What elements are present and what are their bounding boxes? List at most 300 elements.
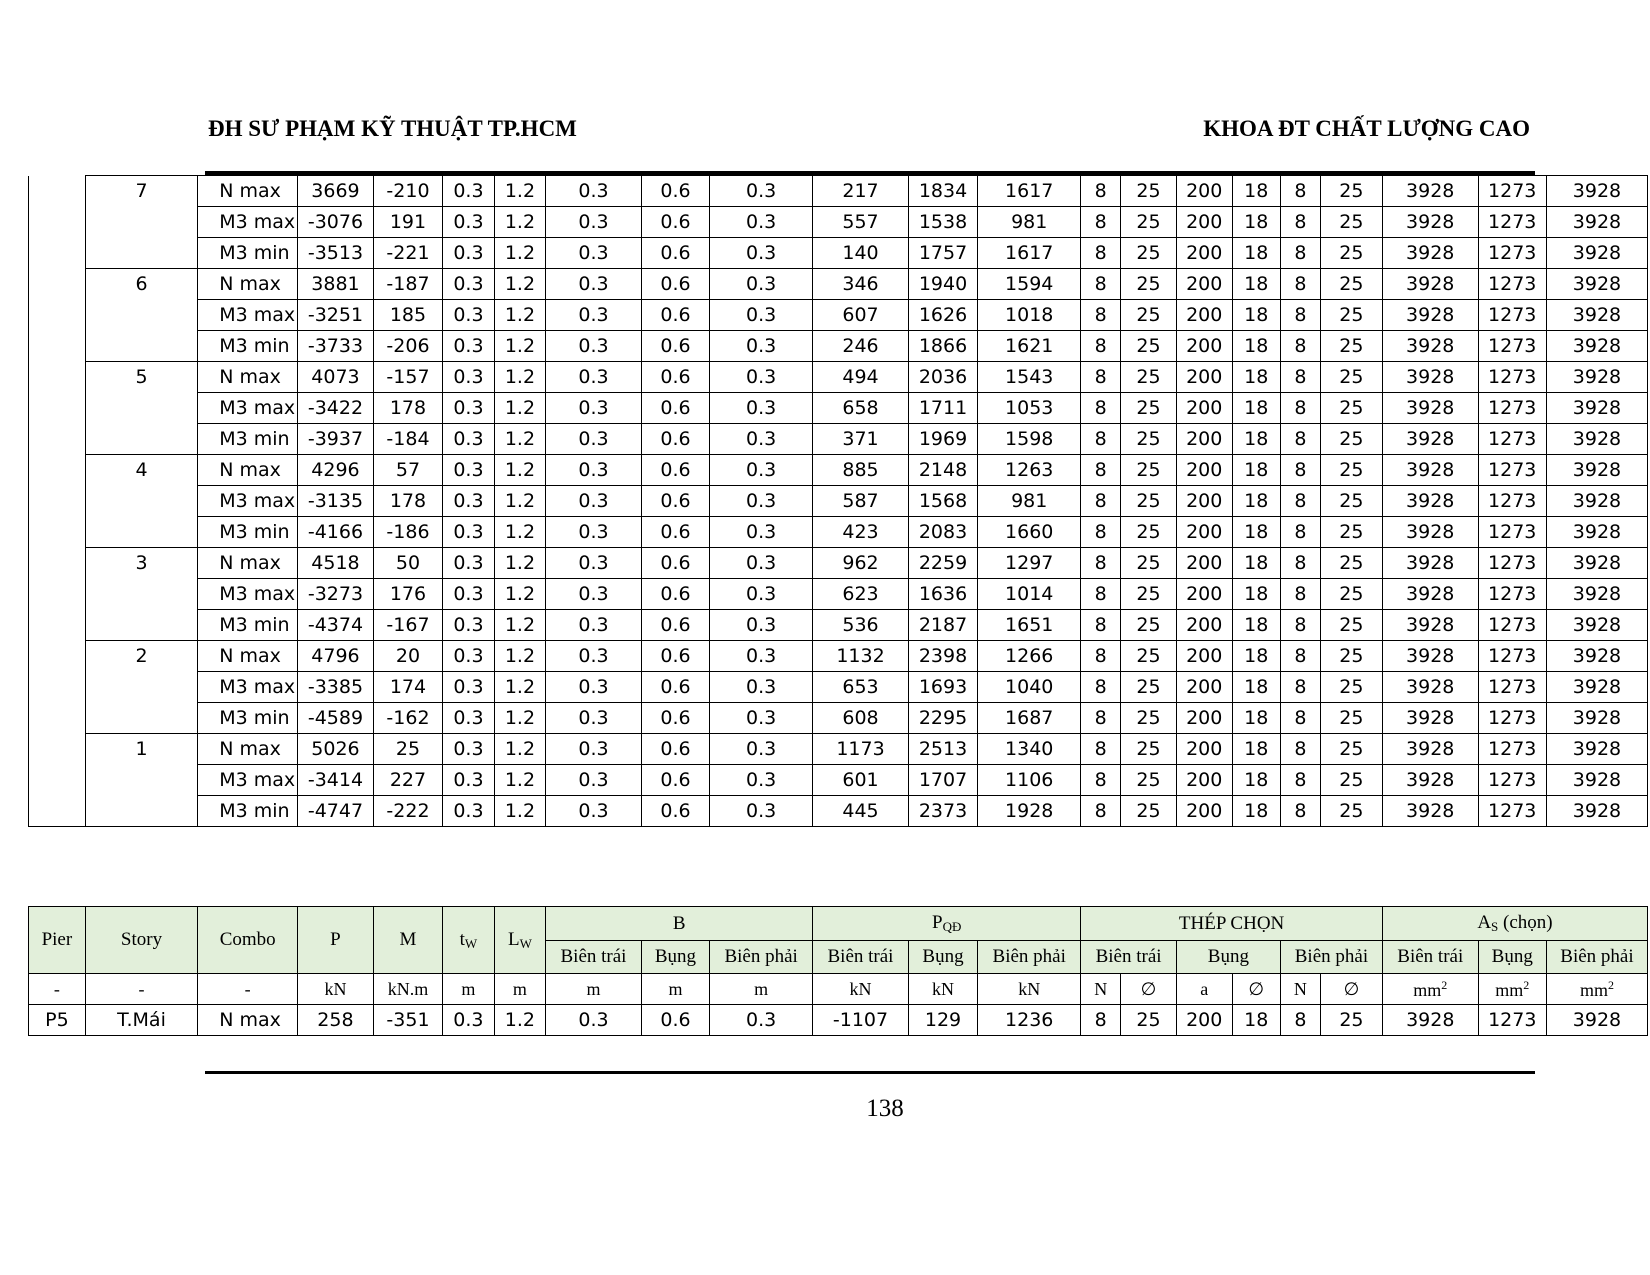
- table-cell: 25: [1121, 393, 1177, 424]
- table-cell: N max: [198, 641, 298, 672]
- table-cell: -210: [373, 176, 442, 207]
- table-cell: [29, 517, 86, 548]
- table-cell: 0.3: [443, 207, 495, 238]
- table-cell: 371: [813, 424, 909, 455]
- table-cell: 1.2: [494, 765, 546, 796]
- table-cell: 0.3: [710, 393, 813, 424]
- table-cell: 25: [1121, 672, 1177, 703]
- table-cell: 8: [1081, 176, 1121, 207]
- unit-d3: ∅: [1320, 974, 1382, 1005]
- table-cell: 0.6: [641, 300, 709, 331]
- table-cell: 557: [813, 207, 909, 238]
- table-cell: 0.3: [710, 796, 813, 827]
- table-cell: 25: [1121, 1005, 1177, 1036]
- table-cell: 25: [1121, 641, 1177, 672]
- table-cell: 0.6: [641, 579, 709, 610]
- header-story: Story: [85, 907, 197, 974]
- table-cell: 0.3: [443, 548, 495, 579]
- table-cell: 1.2: [494, 672, 546, 703]
- table-cell: 0.6: [641, 548, 709, 579]
- table-cell: 3928: [1382, 672, 1478, 703]
- table-cell: M3 max: [198, 207, 298, 238]
- table-cell: 2187: [908, 610, 977, 641]
- table-cell: 5026: [298, 734, 374, 765]
- table-cell: 8: [1280, 548, 1320, 579]
- table-cell: 0.6: [641, 641, 709, 672]
- table-cell: 2148: [908, 455, 977, 486]
- table-cell: 1040: [978, 672, 1081, 703]
- table-cell: 1273: [1478, 517, 1546, 548]
- table-cell: 1273: [1478, 269, 1546, 300]
- table-cell: 18: [1232, 610, 1280, 641]
- table-cell: 0.3: [443, 796, 495, 827]
- header-thep-chon: THÉP CHỌN: [1081, 907, 1383, 941]
- table-cell: 25: [1121, 734, 1177, 765]
- table-cell: 1.2: [494, 238, 546, 269]
- table-cell: 200: [1176, 176, 1232, 207]
- table-cell: [85, 703, 197, 734]
- table-cell: 3928: [1382, 1005, 1478, 1036]
- table-cell: T.Mái: [85, 1005, 197, 1036]
- table-cell: -4747: [298, 796, 374, 827]
- table-cell: 3928: [1546, 703, 1647, 734]
- table-cell: 0.3: [443, 455, 495, 486]
- table-cell: N max: [198, 455, 298, 486]
- table-cell: 0.6: [641, 517, 709, 548]
- table-cell: 1.2: [494, 1005, 546, 1036]
- table-cell: 0.3: [546, 362, 642, 393]
- table-cell: 3928: [1546, 796, 1647, 827]
- table-cell: 445: [813, 796, 909, 827]
- unit-as1: [1382, 974, 1478, 1005]
- table-cell: 0.3: [710, 362, 813, 393]
- table-cell: 981: [978, 207, 1081, 238]
- table-cell: 200: [1176, 1005, 1232, 1036]
- table-cell: 1626: [908, 300, 977, 331]
- table-cell: 0.3: [443, 300, 495, 331]
- table-cell: 1297: [978, 548, 1081, 579]
- table-cell: 3928: [1382, 579, 1478, 610]
- header-b-bien-trai: Biên trái: [546, 941, 642, 974]
- table-cell: 4073: [298, 362, 374, 393]
- table-cell: 0.6: [641, 207, 709, 238]
- table-cell: 0.3: [443, 672, 495, 703]
- table-cell: M3 min: [198, 610, 298, 641]
- table-cell: -351: [373, 1005, 442, 1036]
- table-cell: 25: [1121, 207, 1177, 238]
- table-cell: 200: [1176, 393, 1232, 424]
- table-cell: M3 min: [198, 517, 298, 548]
- table-row: [29, 331, 1648, 362]
- table-cell: 2295: [908, 703, 977, 734]
- table-cell: 0.3: [710, 548, 813, 579]
- table-cell: 8: [1280, 517, 1320, 548]
- table-cell: -3937: [298, 424, 374, 455]
- table-cell: 1273: [1478, 300, 1546, 331]
- table-cell: 346: [813, 269, 909, 300]
- table-cell: M3 min: [198, 796, 298, 827]
- table-cell: N max: [198, 548, 298, 579]
- table-cell: 4296: [298, 455, 374, 486]
- table-cell: 0.3: [546, 300, 642, 331]
- header-tw: [443, 907, 495, 974]
- table-cell: 536: [813, 610, 909, 641]
- table-cell: 8: [1081, 207, 1121, 238]
- table-cell: 0.3: [546, 455, 642, 486]
- table-cell: 18: [1232, 765, 1280, 796]
- table-cell: 8: [1081, 641, 1121, 672]
- table-cell: 3928: [1546, 610, 1647, 641]
- table-cell: 8: [1280, 765, 1320, 796]
- table-cell: 8: [1280, 238, 1320, 269]
- table-cell: 0.6: [641, 424, 709, 455]
- header-thep-bien-phai: Biên phải: [1280, 941, 1382, 974]
- header-as-suffix: (chọn): [1498, 912, 1553, 933]
- table-row: [29, 517, 1648, 548]
- table-cell: [85, 796, 197, 827]
- table-row: [29, 672, 1648, 703]
- table-cell: 3928: [1382, 176, 1478, 207]
- table-cell: 8: [1280, 579, 1320, 610]
- header-as-bung: Bụng: [1478, 941, 1546, 974]
- table-cell: 653: [813, 672, 909, 703]
- footer-rule: [205, 1071, 1535, 1074]
- table-cell: 3928: [1382, 393, 1478, 424]
- table-cell: 0.6: [641, 486, 709, 517]
- table-cell: 0.3: [710, 207, 813, 238]
- table-cell: 8: [1280, 455, 1320, 486]
- table-cell: 1594: [978, 269, 1081, 300]
- table-cell: [29, 610, 86, 641]
- table-cell: 25: [1320, 207, 1382, 238]
- table-cell: 25: [1320, 517, 1382, 548]
- table-cell: 25: [1320, 238, 1382, 269]
- table-cell: [85, 300, 197, 331]
- table-cell: 25: [1320, 176, 1382, 207]
- table-cell: 25: [373, 734, 442, 765]
- table-cell: 3928: [1546, 393, 1647, 424]
- table-cell: 0.3: [710, 672, 813, 703]
- table-cell: 3928: [1382, 548, 1478, 579]
- table-row: [29, 300, 1648, 331]
- table-cell: 608: [813, 703, 909, 734]
- table-cell: [85, 517, 197, 548]
- table-cell: 18: [1232, 517, 1280, 548]
- table-cell: 200: [1176, 610, 1232, 641]
- table-cell: 423: [813, 517, 909, 548]
- table-cell: 200: [1176, 362, 1232, 393]
- table-cell: 3928: [1546, 486, 1647, 517]
- table-row: [29, 1005, 1648, 1036]
- table-cell: 25: [1121, 765, 1177, 796]
- table-cell: 0.3: [546, 579, 642, 610]
- table-cell: 3928: [1382, 796, 1478, 827]
- table-cell: 0.3: [546, 1005, 642, 1036]
- table-cell: N max: [198, 362, 298, 393]
- table-cell: 227: [373, 765, 442, 796]
- table-cell: 200: [1176, 269, 1232, 300]
- table-cell: 0.6: [641, 238, 709, 269]
- table-row: [29, 765, 1648, 796]
- table-cell: [85, 331, 197, 362]
- table-cell: 1106: [978, 765, 1081, 796]
- table-cell: -3251: [298, 300, 374, 331]
- table-row: [29, 796, 1648, 827]
- table-cell: 8: [1081, 300, 1121, 331]
- table-cell: 8: [1280, 486, 1320, 517]
- table-cell: 1.2: [494, 300, 546, 331]
- header-right-title: KHOA ĐT CHẤT LƯỢNG CAO: [1203, 116, 1530, 141]
- table-cell: M3 max: [198, 672, 298, 703]
- table-cell: 0.3: [710, 579, 813, 610]
- table-cell: 494: [813, 362, 909, 393]
- header-pqd-bien-phai: Biên phải: [978, 941, 1081, 974]
- table-cell: 587: [813, 486, 909, 517]
- table-cell: 3928: [1546, 517, 1647, 548]
- table-cell: 8: [1280, 207, 1320, 238]
- table-cell: 8: [1280, 641, 1320, 672]
- table-cell: 0.3: [443, 517, 495, 548]
- units-row: [29, 974, 1648, 1005]
- table-cell: [29, 734, 86, 765]
- table-cell: 25: [1320, 331, 1382, 362]
- table-cell: 0.3: [710, 1005, 813, 1036]
- table-cell: 0.3: [710, 486, 813, 517]
- table-cell: [85, 424, 197, 455]
- table-cell: 6: [85, 269, 197, 300]
- unit-d1: ∅: [1121, 974, 1177, 1005]
- table-cell: [29, 703, 86, 734]
- table-cell: 8: [1081, 269, 1121, 300]
- table-cell: 1: [85, 734, 197, 765]
- table-cell: 1273: [1478, 455, 1546, 486]
- table-cell: 18: [1232, 331, 1280, 362]
- table-cell: 25: [1320, 269, 1382, 300]
- table-cell: 1053: [978, 393, 1081, 424]
- table-row: [29, 486, 1648, 517]
- table-cell: [29, 362, 86, 393]
- table-cell: 200: [1176, 331, 1232, 362]
- table-cell: M3 max: [198, 765, 298, 796]
- table-row: [29, 641, 1648, 672]
- table-cell: 0.3: [443, 176, 495, 207]
- table-cell: 191: [373, 207, 442, 238]
- table-cell: 25: [1121, 300, 1177, 331]
- table-cell: 50: [373, 548, 442, 579]
- table-cell: 8: [1081, 517, 1121, 548]
- table-cell: 25: [1320, 672, 1382, 703]
- table-cell: 1757: [908, 238, 977, 269]
- table-cell: 0.3: [710, 703, 813, 734]
- header-pqd: [813, 907, 1081, 941]
- table-cell: 200: [1176, 207, 1232, 238]
- table-cell: 8: [1280, 796, 1320, 827]
- table-cell: [85, 207, 197, 238]
- table-cell: -1107: [813, 1005, 909, 1036]
- table-cell: [29, 300, 86, 331]
- table-cell: 18: [1232, 796, 1280, 827]
- table-cell: 1.2: [494, 362, 546, 393]
- table-cell: 25: [1121, 796, 1177, 827]
- table-cell: 0.6: [641, 176, 709, 207]
- table-header-row: [29, 907, 1648, 941]
- table-cell: 0.3: [443, 734, 495, 765]
- table-cell: M3 max: [198, 486, 298, 517]
- table-cell: 200: [1176, 579, 1232, 610]
- table-cell: 0.6: [641, 331, 709, 362]
- table-cell: 1273: [1478, 1005, 1546, 1036]
- table-cell: [85, 579, 197, 610]
- table-cell: 981: [978, 486, 1081, 517]
- table-cell: 18: [1232, 1005, 1280, 1036]
- header-b: B: [546, 907, 813, 941]
- table-cell: 1617: [978, 238, 1081, 269]
- table-cell: 1273: [1478, 238, 1546, 269]
- table-cell: -4166: [298, 517, 374, 548]
- header-pqd-sub: QĐ: [942, 919, 962, 934]
- table-row: [29, 176, 1648, 207]
- header-as-bien-trai: Biên trái: [1382, 941, 1478, 974]
- table-cell: 0.3: [546, 734, 642, 765]
- top-data-table: [28, 175, 1648, 827]
- table-cell: 0.3: [710, 765, 813, 796]
- table-cell: 2513: [908, 734, 977, 765]
- table-cell: [29, 393, 86, 424]
- table-cell: 0.3: [443, 486, 495, 517]
- table-cell: 25: [1320, 610, 1382, 641]
- table-cell: 8: [1081, 672, 1121, 703]
- table-cell: 0.3: [546, 424, 642, 455]
- table-cell: 3928: [1546, 269, 1647, 300]
- table-row: [29, 548, 1648, 579]
- table-cell: 25: [1121, 579, 1177, 610]
- unit-pier: -: [29, 974, 86, 1005]
- table-cell: 3928: [1546, 734, 1647, 765]
- table-row: [29, 393, 1648, 424]
- table-cell: 0.3: [443, 1005, 495, 1036]
- header-as: [1382, 907, 1647, 941]
- table-cell: 1711: [908, 393, 977, 424]
- table-cell: M3 min: [198, 424, 298, 455]
- table-cell: 1273: [1478, 579, 1546, 610]
- table-cell: 1.2: [494, 331, 546, 362]
- table-cell: 1.2: [494, 610, 546, 641]
- table-cell: 8: [1280, 610, 1320, 641]
- table-cell: 0.3: [710, 300, 813, 331]
- table-cell: 200: [1176, 238, 1232, 269]
- table-row: [29, 424, 1648, 455]
- table-cell: 8: [1081, 331, 1121, 362]
- table-cell: 1693: [908, 672, 977, 703]
- table-cell: 1273: [1478, 362, 1546, 393]
- table-cell: 178: [373, 486, 442, 517]
- table-cell: 18: [1232, 672, 1280, 703]
- table-cell: 1.2: [494, 269, 546, 300]
- table-cell: [29, 424, 86, 455]
- table-cell: 7: [85, 176, 197, 207]
- table-cell: 0.3: [443, 393, 495, 424]
- header-lw-sub: W: [519, 935, 532, 951]
- table-cell: 8: [1280, 269, 1320, 300]
- table-cell: [29, 455, 86, 486]
- table-cell: 8: [1081, 424, 1121, 455]
- table-cell: [85, 672, 197, 703]
- table-cell: 8: [1280, 176, 1320, 207]
- table-cell: P5: [29, 1005, 86, 1036]
- table-cell: 8: [1081, 765, 1121, 796]
- table-cell: 1660: [978, 517, 1081, 548]
- table-cell: 0.3: [443, 362, 495, 393]
- table-cell: 8: [1081, 238, 1121, 269]
- table-cell: 1018: [978, 300, 1081, 331]
- table-cell: 25: [1121, 486, 1177, 517]
- table-cell: 1014: [978, 579, 1081, 610]
- table-cell: 8: [1081, 1005, 1121, 1036]
- table-cell: 1273: [1478, 331, 1546, 362]
- table-cell: M3 min: [198, 238, 298, 269]
- table-cell: 1.2: [494, 207, 546, 238]
- table-cell: 8: [1280, 362, 1320, 393]
- unit-q2: kN: [908, 974, 977, 1005]
- table-cell: 25: [1320, 362, 1382, 393]
- table-cell: 1568: [908, 486, 977, 517]
- table-cell: 0.3: [443, 765, 495, 796]
- table-cell: 1707: [908, 765, 977, 796]
- table-cell: 3928: [1382, 734, 1478, 765]
- table-cell: 1.2: [494, 517, 546, 548]
- table-cell: 4796: [298, 641, 374, 672]
- table-cell: 962: [813, 548, 909, 579]
- table-cell: 200: [1176, 486, 1232, 517]
- table-cell: 0.6: [641, 703, 709, 734]
- table-cell: -3422: [298, 393, 374, 424]
- table-cell: 57: [373, 455, 442, 486]
- table-cell: 2259: [908, 548, 977, 579]
- table-cell: 18: [1232, 362, 1280, 393]
- table-cell: 8: [1081, 610, 1121, 641]
- header-pier: Pier: [29, 907, 86, 974]
- table-cell: 0.3: [546, 517, 642, 548]
- table-cell: 0.3: [546, 796, 642, 827]
- table-cell: 3928: [1382, 765, 1478, 796]
- table-cell: 8: [1280, 703, 1320, 734]
- table-cell: -221: [373, 238, 442, 269]
- table-cell: 0.3: [546, 641, 642, 672]
- table-cell: 0.6: [641, 734, 709, 765]
- table-cell: 0.3: [546, 393, 642, 424]
- table-row: [29, 703, 1648, 734]
- table-cell: M3 max: [198, 300, 298, 331]
- table-cell: 1273: [1478, 734, 1546, 765]
- table-cell: M3 max: [198, 579, 298, 610]
- table-cell: 1273: [1478, 703, 1546, 734]
- table-cell: 176: [373, 579, 442, 610]
- table-cell: 8: [1280, 393, 1320, 424]
- table-cell: 2398: [908, 641, 977, 672]
- table-cell: 0.3: [546, 672, 642, 703]
- table-cell: [85, 765, 197, 796]
- table-cell: 3928: [1546, 331, 1647, 362]
- table-cell: 0.6: [641, 362, 709, 393]
- table-cell: 1636: [908, 579, 977, 610]
- table-cell: 1.2: [494, 486, 546, 517]
- table-cell: -187: [373, 269, 442, 300]
- table-cell: 8: [1280, 734, 1320, 765]
- table-row: [29, 610, 1648, 641]
- table-cell: N max: [198, 269, 298, 300]
- table-cell: 1273: [1478, 486, 1546, 517]
- header-as-sub: S: [1491, 919, 1499, 934]
